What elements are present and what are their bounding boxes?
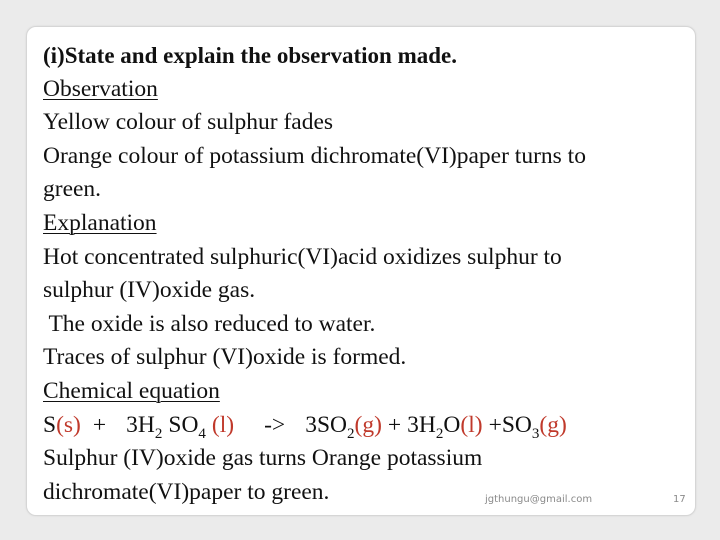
chemical-equation bbox=[43, 409, 703, 443]
eq-water-sub: 2 bbox=[435, 425, 444, 442]
explanation-line-1: Hot concentrated sulphuric(VI)acid oxidizes sulphur to bbox=[43, 243, 562, 270]
observation-line-3: green. bbox=[43, 176, 102, 203]
eq-acid-state: (l) bbox=[211, 411, 235, 438]
eq-so3-formula: +SO bbox=[488, 411, 532, 438]
page-number: 17 bbox=[673, 494, 686, 505]
eq-acid-coeff: 3H bbox=[126, 411, 155, 438]
footer-email: jgthungu@gmail.com bbox=[485, 494, 593, 505]
eq-acid-so: SO bbox=[168, 411, 199, 438]
explanation-heading: Explanation bbox=[43, 209, 157, 236]
eq-plus-1: + bbox=[92, 411, 107, 438]
explanation-line-2: sulphur (IV)oxide gas. bbox=[43, 277, 256, 304]
eq-arrow: -> bbox=[264, 411, 286, 438]
explanation-line-3: The oxide is also reduced to water. bbox=[43, 310, 376, 337]
eq-sulphur-state: (s) bbox=[56, 411, 81, 438]
slide-content bbox=[43, 39, 703, 509]
eq-water-coeff: 3H bbox=[407, 411, 436, 438]
conclusion-line-2: dichromate(VI)paper to green. bbox=[43, 478, 330, 505]
eq-so2-state: (g) bbox=[354, 411, 382, 438]
equation-heading: Chemical equation bbox=[43, 377, 220, 404]
observation-line-1: Yellow colour of sulphur fades bbox=[43, 109, 334, 136]
slide-title: (i)State and explain the observation made. bbox=[43, 43, 457, 68]
eq-plus-2: + bbox=[387, 411, 402, 438]
eq-so3-state: (g) bbox=[539, 411, 567, 438]
eq-water-o: O bbox=[443, 411, 461, 438]
observation-heading: Observation bbox=[43, 75, 158, 102]
conclusion-line-1: Sulphur (IV)oxide gas turns Orange potassium bbox=[43, 445, 483, 472]
eq-so2-sub: 2 bbox=[347, 425, 355, 442]
eq-acid-sub-2: 2 bbox=[154, 425, 163, 442]
eq-so2-formula: 3SO bbox=[305, 411, 347, 438]
observation-line-2: Orange colour of potassium dichromate(VI)paper turns to bbox=[43, 142, 586, 169]
eq-water-state: (l) bbox=[460, 411, 483, 438]
explanation-line-4: Traces of sulphur (VI)oxide is formed. bbox=[43, 344, 407, 371]
eq-so3-sub: 3 bbox=[531, 425, 540, 442]
eq-acid-sub-4: 4 bbox=[198, 425, 206, 442]
eq-sulphur: S bbox=[43, 411, 57, 438]
